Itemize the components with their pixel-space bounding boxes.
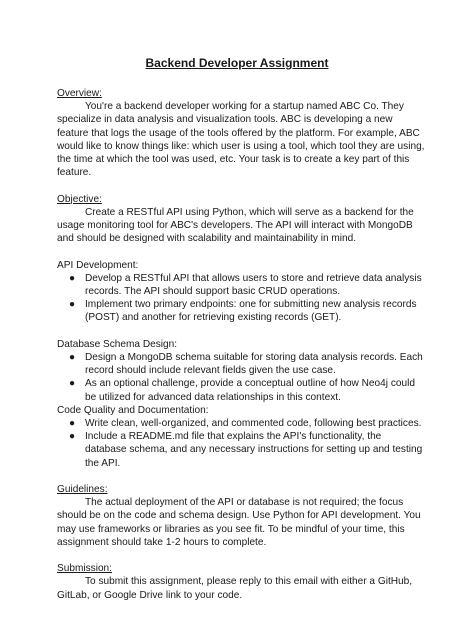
spacer — [57, 179, 425, 192]
list-item-text: Implement two primary endpoints: one for submitting new analysis records (POST) and another for retrieving existing records (GET). — [85, 299, 417, 324]
guidelines-paragraph: The actual deployment of the API or database is not required; the focus should be on the code and schema design. Use Python for API development. You may use frameworks or libraries as you see fit. To be mindful of your time, this assignment should take 1-2 hours to complete. — [57, 497, 421, 548]
list-item — [57, 298, 425, 324]
overview-paragraph: You're a backend developer working for a startup named ABC Co. They specialize in data analysis and visualization tools. ABC is developing a new feature that logs the usage of the tools offered by the platform. For example, ABC would like to know things like: which user is using a tool, which tool they are using, the time at which the tool was used, etc. Your task is to create a key part of this feature. — [57, 101, 425, 179]
objective-heading: Objective: — [57, 193, 102, 205]
document-body — [57, 87, 425, 602]
document-title: Backend Developer Assignment — [145, 56, 329, 70]
list-item-text: Write clean, well-organized, and commented code, following best practices. — [85, 418, 422, 430]
bullet-icon: ● — [69, 431, 76, 443]
code-quality-section — [57, 404, 425, 470]
list-item-text: Include a README.md file that explains the API's functionality, the database schema, and any necessary instructions for setting up and testing the API. — [85, 431, 423, 469]
schema-design-list — [57, 351, 425, 404]
list-item — [57, 430, 425, 470]
guidelines-heading: Guidelines: — [57, 484, 108, 496]
list-item-text: As an optional challenge, provide a conceptual outline of how Neo4j could be utilized for advanced data relationships in this context. — [85, 378, 415, 403]
spacer — [57, 325, 425, 338]
schema-design-heading: Database Schema Design: — [57, 338, 178, 350]
bullet-icon: ● — [69, 272, 76, 284]
api-development-section — [57, 259, 425, 325]
bullet-icon: ● — [69, 378, 76, 390]
bullet-icon: ● — [69, 352, 76, 364]
spacer — [57, 549, 425, 562]
list-item — [57, 272, 425, 298]
submission-section — [57, 562, 425, 602]
list-item-text: Develop a RESTful API that allows users to store and retrieve data analysis records. The API should support basic CRUD operations. — [85, 272, 422, 298]
guidelines-section — [57, 483, 425, 549]
list-item — [57, 351, 425, 377]
list-item-text: Design a MongoDB schema suitable for storing data analysis records. Each record should include relevant fields given the use case. — [85, 352, 423, 377]
submission-paragraph: To submit this assignment, please reply to this email with either a GitHub, GitLab, or Google Drive link to your code. — [57, 576, 413, 601]
list-item — [57, 377, 425, 403]
code-quality-heading: Code Quality and Documentation: — [57, 404, 209, 416]
list-item — [57, 417, 425, 430]
bullet-icon: ● — [69, 418, 76, 430]
spacer — [57, 245, 425, 258]
code-quality-list — [57, 417, 425, 470]
objective-section — [57, 193, 425, 246]
api-development-list — [57, 272, 425, 325]
objective-paragraph: Create a RESTful API using Python, which will serve as a backend for the usage monitoring tool for ABC's developers. The API will interact with MongoDB and should be designed with scalability and maintainability in mind. — [57, 206, 414, 245]
api-development-heading: API Development: — [57, 259, 139, 271]
schema-design-section — [57, 338, 425, 404]
spacer — [57, 470, 425, 483]
bullet-icon: ● — [69, 299, 76, 311]
overview-section — [57, 87, 425, 179]
overview-heading: Overview: — [57, 88, 102, 99]
submission-heading: Submission: — [57, 563, 112, 575]
